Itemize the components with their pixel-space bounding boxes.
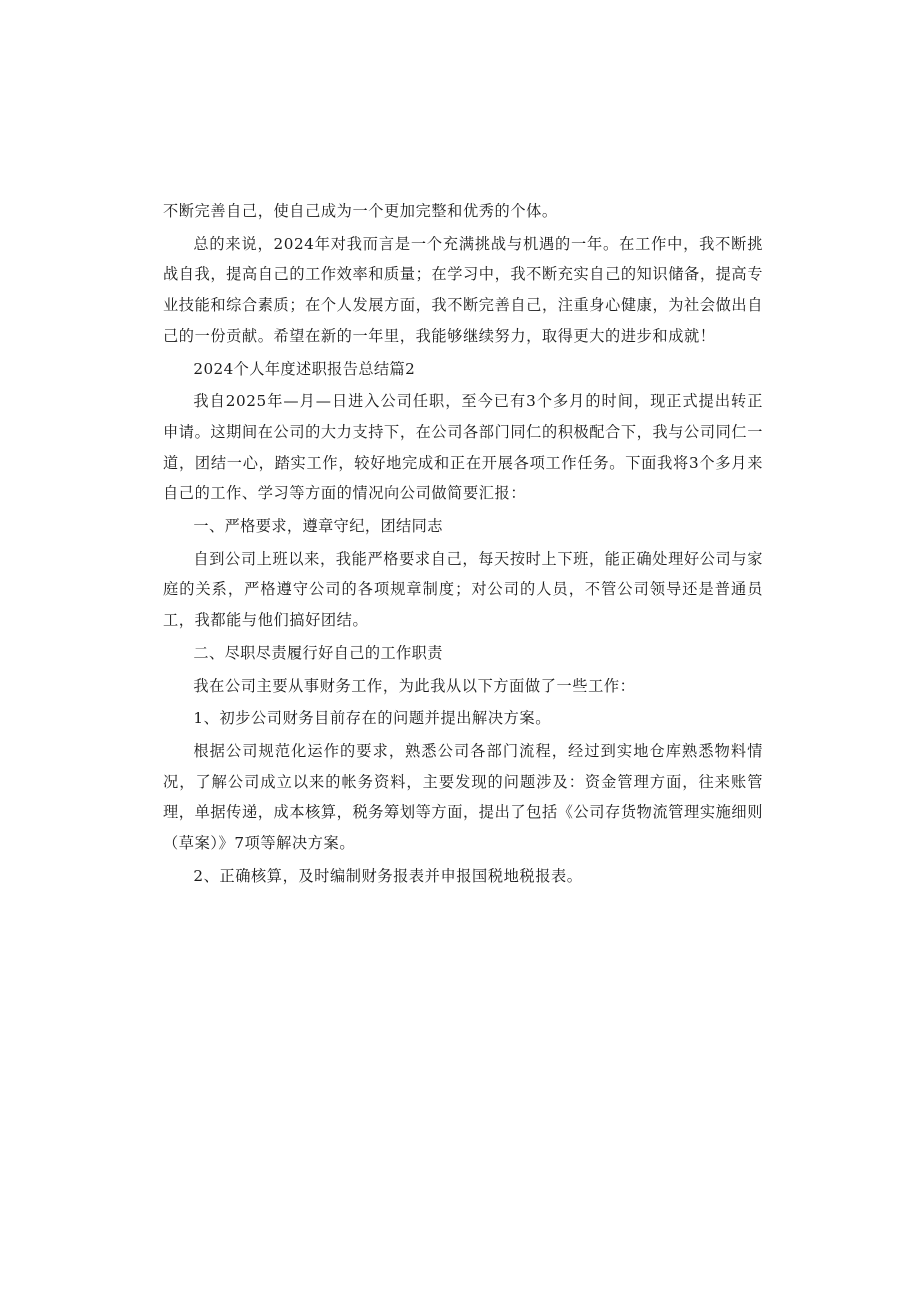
paragraph-summary: 总的来说，2024年对我而言是一个充满挑战与机遇的一年。在工作中，我不断挑战自我，提高自己的工作效率和质量；在学习中，我不断充实自己的知识储备，提高专业技能和综合素质；在个人发展方面，我不断完善自己，注重身心健康，为社会做出自己的一份贡献。希望在新的一年里，我能够继续努力，取得更大的进步和成就！ bbox=[163, 234, 763, 345]
paragraph-finance-work: 我在公司主要从事财务工作，为此我从以下方面做了一些工作： bbox=[193, 676, 636, 695]
document-body bbox=[163, 196, 763, 891]
paragraph-continuation: 不断完善自己，使自己成为一个更加完整和优秀的个体。 bbox=[163, 202, 558, 220]
list-item-2: 2、正确核算，及时编制财务报表并申报国税地税报表。 bbox=[193, 866, 583, 885]
section-title: 2024个人年度述职报告总结篇2 bbox=[193, 359, 416, 378]
heading-strict-requirements: 一、严格要求，遵章守纪，团结同志 bbox=[193, 517, 443, 536]
paragraph-intro: 我自2025年—月—日进入公司任职，至今已有3个多月的时间，现正式提出转正申请。这期间在公司的大力支持下，在公司各部门同仁的积极配合下，我与公司同仁一道，团结一心，踏实工作，较好地完成和正在开展各项工作任务。下面我将3个多月来自己的工作、学习等方面的情况向公司做简要汇报： bbox=[163, 392, 763, 503]
paragraph-discipline: 自到公司上班以来，我能严格要求自己，每天按时上下班，能正确处理好公司与家庭的关系，严格遵守公司的各项规章制度；对公司的人员，不管公司领导还是普通员工，我都能与他们搞好团结。 bbox=[163, 549, 763, 630]
heading-duties: 二、尽职尽责履行好自己的工作职责 bbox=[193, 643, 443, 662]
list-item-1: 1、初步公司财务目前存在的问题并提出解决方案。 bbox=[193, 709, 551, 728]
paragraph-findings: 根据公司规范化运作的要求，熟悉公司各部门流程，经过到实地仓库熟悉物料情况，了解公司成立以来的帐务资料，主要发现的问题涉及：资金管理方面，往来账管理，单据传递，成本核算，税务筹划等方面，提出了包括《公司存货物流管理实施细则（草案）》7项等解决方案。 bbox=[163, 741, 763, 853]
